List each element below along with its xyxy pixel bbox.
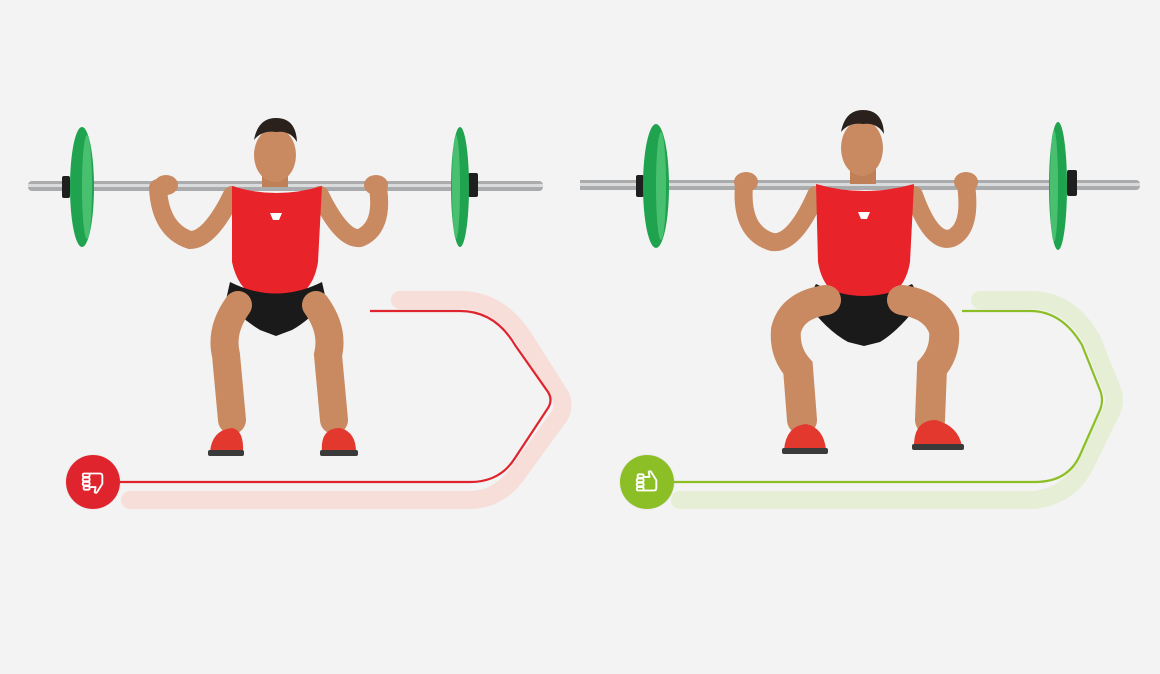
thumbs-up-icon [630,465,664,499]
athlete-correct [734,110,978,454]
thumbs-down-badge [66,455,120,509]
correct-fade-band [680,300,1114,500]
thumbs-up-badge [620,455,674,509]
correct-squat-illustration [580,0,1160,674]
incorrect-fade-band [130,300,563,500]
panel-correct-squat [580,0,1160,674]
correct-outline-path [674,311,1102,482]
athlete-incorrect [154,118,388,456]
thumbs-down-icon [76,465,110,499]
